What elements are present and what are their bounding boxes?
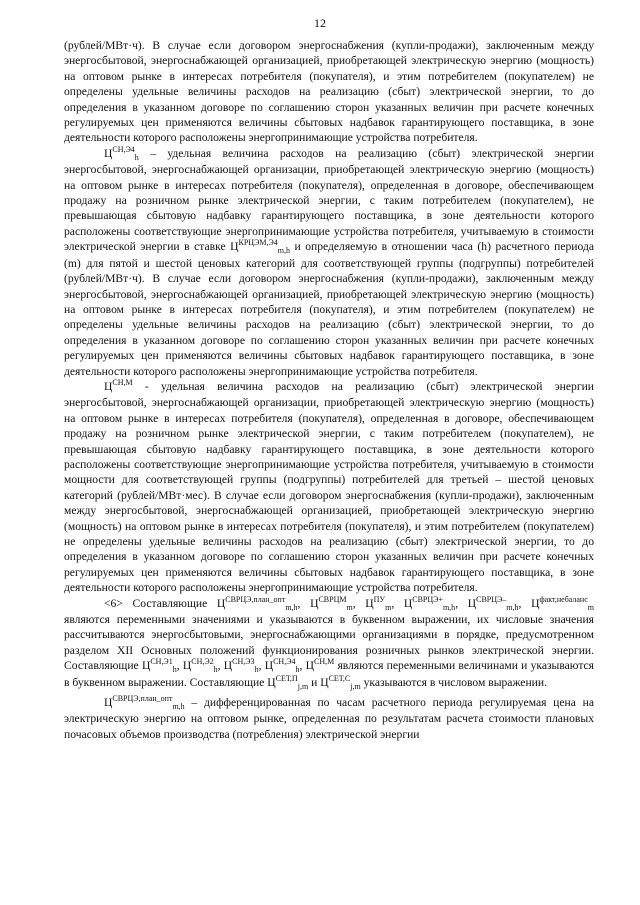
- formula-symbol: $Ц^{СВРЦЭ,план\_опт}_{m,h}$: [104, 694, 185, 712]
- paragraph-5: $Ц^{СВРЦЭ,план\_опт}_{m,h}$ – дифференцированная по часам расчетного периода регулируемая цена на электрическую энергию на оптовом рынке, определенная по результатам расчета стоимости плановых почасовых объемов производства (потребления) электрической энергии: [64, 694, 594, 741]
- formula-symbol: $Ц^{СВРЦЭ+}_{m,h}$: [403, 594, 456, 612]
- formula-symbol: $Ц^{СВРЦМ}_m$: [310, 594, 353, 612]
- formula-symbol: $Ц^{КРЦЭМ,Э4}_{m,h}$: [230, 238, 290, 256]
- formula-symbol: $Ц^{СН,М}$: [305, 657, 335, 673]
- formula-symbol: $Ц^{СН,Э1}_h$: [141, 657, 177, 675]
- formula-symbol: $Ц^{СН,Э2}_h$: [182, 657, 218, 675]
- document-body: [64, 38, 594, 742]
- formula-symbol: $Ц^{СН,М}$: [104, 377, 133, 393]
- formula-symbol: $Ц^{СН,Э4}_h$: [264, 657, 300, 675]
- formula-symbol: $Ц^{СЕТ,П}_{j,m}$: [267, 673, 309, 691]
- paragraph-4: <6> Составляющие $Ц^{СВРЦЭ,план\_опт}_{m,h}$, $Ц^{СВРЦМ}_m$, $Ц^{ПУ}_m$, $Ц^{СВРЦЭ+}_{m,h}$, $Ц^{СВРЦЭ-}_{m,h}$, $Ц^{факт,небаланс}_m$ являются переменными значениями и указываются в буквенном выражении, их числовые значения рассчитываются энергосбытовыми, энергоснабжающими организациями в порядке, предусмотренном разделом XII Основных положений функционирования розничных рынков электрической энергии. Составляющие $Ц^{СН,Э1}_h$, $Ц^{СН,Э2}_h$, $Ц^{СН,Э3}_h$, $Ц^{СН,Э4}_h$, $Ц^{СН,М}$ являются переменными величинами и указываются в буквенном выражении. Составляющие $Ц^{СЕТ,П}_{j,m}$ и $Ц^{СЕТ,С}_{j,m}$ указываются в числовом выражении.: [64, 594, 595, 691]
- page-number: 12: [314, 16, 326, 30]
- formula-symbol: $Ц^{ПУ}_m$: [365, 594, 392, 612]
- formula-symbol: $Ц^{СН,Э3}_h$: [223, 657, 259, 675]
- formula-symbol: $Ц^{СЕТ,С}_{j,m}$: [320, 673, 361, 691]
- paragraph-1: (рублей/МВт·ч). В случае если договором энергоснабжения (купли-продажи), заключенным между энергосбытовой, энергоснабжающей организацией, приобретающей электрическую энергию (мощность) на оптовом рынке в интересах потребителя (покупателя), и этим потребителем (покупателем) не определены удельные величины расходов на реализацию (сбыт) электрической энергии, то до определения в указанном договоре по соглашению сторон указанных величин при расчете конечных регулируемых цен применяются величины сбытовых надбавок гарантирующего поставщика, в зоне деятельности которого расположены энергопринимающие устройства потребителя.: [64, 39, 594, 145]
- formula-symbol: $Ц^{СВРЦЭ,план\_опт}_{m,h}$: [216, 594, 298, 612]
- paragraph-2: $Ц^{СН,Э4}_h$ – удельная величина расходов на реализацию (сбыт) электрической энергии энергосбытовой, энергоснабжающей организации, приобретающей электрическую энергию (мощность) на оптовом рынке в интересах потребителя (покупателя), определенная в договоре, обеспечивающем продажу на розничном рынке электрической энергии, с таким потребителем (покупателем), не превышающая сбытовую надбавку гарантирующего поставщика, в зоне деятельности которого расположены соответствующие энергопринимающие устройства потребителя, учитываемую в стоимости электрической энергии в ставке $Ц^{КРЦЭМ,Э4}_{m,h}$ и определяемую в отношении часа (h) расчетного периода (m) для пятой и шестой ценовых категорий для соответствующей группы (подгруппы) потребителей (рублей/МВт·ч). В случае если договором энергоснабжения (купли-продажи), заключенным между энергосбытовой, энергоснабжающей организацией, приобретающей электрическую энергию (мощность) на оптовом рынке в интересах потребителя (покупателя), и этим потребителем (покупателем) не определены удельные величины расходов на реализацию (сбыт) электрической энергии, то до определения в указанном договоре по соглашению сторон указанных величин при расчете конечных регулируемых цен применяются величины сбытовых надбавок гарантирующего поставщика, в зоне деятельности которого расположены энергопринимающие устройства потребителя.: [64, 144, 594, 378]
- formula-symbol: $Ц^{СВРЦЭ-}_{m,h}$: [467, 594, 519, 612]
- paragraph-3: $Ц^{СН,М}$ - удельная величина расходов на реализацию (сбыт) электрической энергии энергосбытовой, энергоснабжающей организации, приобретающей электрическую энергию (мощность) на оптовом рынке в интересах потребителя (покупателя), определенная в договоре, обеспечивающем продажу на розничном рынке электрической энергии, с таким потребителем (покупателем), не превышающая сбытовую надбавку гарантирующего поставщика, в зоне деятельности которого расположены соответствующие энергопринимающие устройства потребителя, учитываемую в стоимости мощности для соответствующей группы (подгруппы) потребителей для третьей – шестой ценовых категорий (рублей/МВт·мес). В случае если договором энергоснабжения (купли-продажи), заключенным между энергосбытовой, энергоснабжающей организацией, приобретающей электрическую энергию (мощность) на оптовом рынке в интересах потребителя (покупателя), и этим потребителем (покупателем) не определены удельные величины расходов на реализацию (сбыт) электрической энергии, то до определения в указанном договоре по соглашению сторон указанных величин при расчете конечных регулируемых цен применяются величины сбытовых надбавок гарантирующего поставщика, в зоне деятельности которого расположены энергопринимающие устройства потребителя.: [64, 377, 594, 595]
- formula-symbol: $Ц^{факт,небаланс}_m$: [531, 594, 594, 612]
- formula-symbol: $Ц^{СН,Э4}_h$: [104, 144, 139, 162]
